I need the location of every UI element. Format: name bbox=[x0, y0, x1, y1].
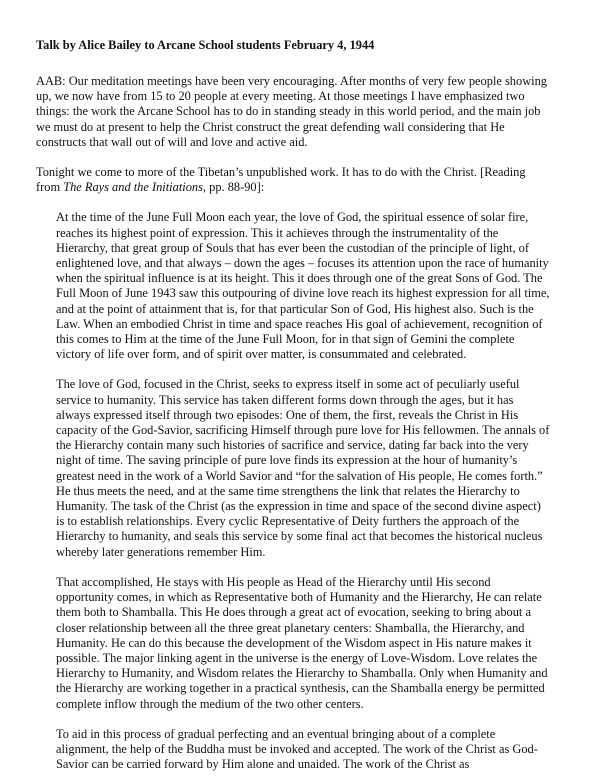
reading-intro-text: Tonight we come to more of the Tibetan’s unpublished work. It has to do with the Christ. [Reading from bbox=[36, 165, 526, 195]
reading-intro-paragraph bbox=[36, 165, 550, 195]
quote-paragraph-4: To aid in this process of gradual perfecting and an eventual bringing about of a complete alignment, the help of the Buddha must be invoked and accepted. The work of the Christ as God-Savior can be carried forward by Him alone and unaided. The work of the Christ as bbox=[56, 726, 538, 772]
quote-paragraph-3: That accomplished, He stays with His people as Head of the Hierarchy until His second opportunity comes, in which as Representative both of Humanity and the Hierarchy, He can relate them both to Shamballa. This He does through a great act of evocation, seeking to bring about a closer relationship between all the three great planetary centers: Shamballa, the Hierarchy, and Humanity. He can do this because the development of the Wisdom aspect in His nature makes it possible. The major linking agent in the universe is the energy of Love-Wisdom. Love relates the Hierarchy to Humanity, and Wisdom relates the Hierarchy to Shamballa. Only when Humanity and the Hierarchy are working together in a practical synthesis, can the Shamballa energy be permitted complete inflow through the medium of the two other centers. bbox=[56, 574, 548, 711]
intro-paragraph: AAB: Our meditation meetings have been very encouraging. After months of very few people showing up, we now have from 15 to 20 people at every meeting. At those meetings I have emphasized two things: the work the Arcane School has to do in standing steady in this world period, and the main job we must do at present to help the Christ construct the great defending wall considering that He constructs that wall out of will and love and active aid. bbox=[36, 74, 547, 149]
page-reference: , pp. 88-90]: bbox=[202, 180, 265, 195]
document-title: Talk by Alice Bailey to Arcane School students February 4, 1944 bbox=[36, 38, 375, 52]
quote-paragraph-2: The love of God, focused in the Christ, seeks to express itself in some act of peculiarly useful service to humanity. This service has taken different forms down through the ages, but it has always expressed itself through two episodes: One of them, the first, reveals the Christ in His capacity of the God-Savior, sacrificing Himself through pure love for His fellowmen. The annals of the Hierarchy contain many such histories of sacrifice and service, dating far back into the very night of time. The saving principle of pure love finds its expression at the hour of humanity’s greatest need in the work of a World Savior and “for the salvation of His people, He comes forth.” He thus meets the need, and at the same time strengthens the link that relates the Hierarchy to Humanity. The task of the Christ (as the expression in time and space of the second divine aspect) is to establish relationships. Every cyclic Representative of Deity furthers the approach of the Hierarchy to humanity, and seals this service by some final act that becomes the historical nucleus whereby later generations remember Him. bbox=[56, 377, 550, 559]
book-title: The Rays and the Initiations bbox=[63, 180, 203, 195]
quote-paragraph-1: At the time of the June Full Moon each year, the love of God, the spiritual essence of solar fire, reaches its highest point of expression. This it achieves through the instrumentality of the Hierarchy, that great group of Souls that has ever been the custodian of the principle of light, of enlightened love, and that always – down the ages – focuses its attention upon the race of humanity when the spiritual influence is at its height. This it does through one of the great Sons of God. The Full Moon of June 1943 saw this outpouring of divine love reach its highest expression for all time, and at the point of attainment that is, for that particular Son of God, His highest also. Such is the Law. When an embodied Christ in time and space reaches His goal of achievement, recognition of this comes to Him at the time of the June Full Moon, for in that sign of Gemini the complete victory of life over form, and of spirit over matter, is consummated and celebrated. bbox=[56, 210, 550, 362]
